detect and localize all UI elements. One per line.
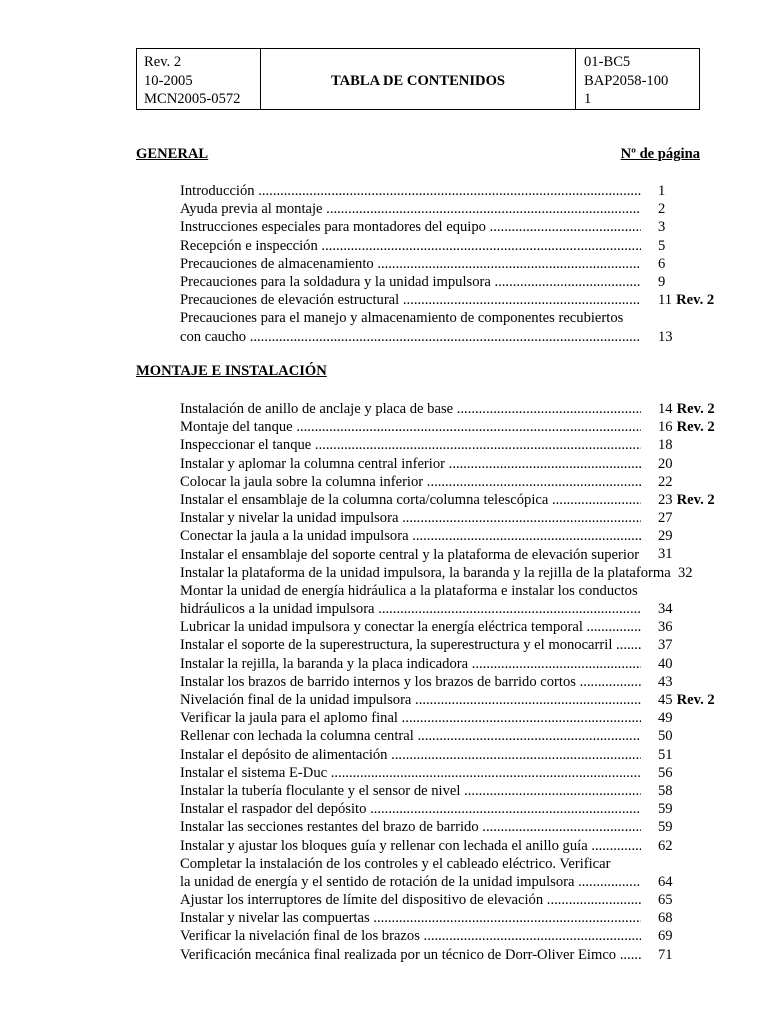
toc-entry-page (658, 545, 673, 563)
toc-entry-title (180, 564, 671, 582)
toc-entry-page (658, 273, 665, 291)
toc-entry-title-text: Instrucciones especiales para montadores del equipo ..... (180, 218, 641, 236)
header-box (136, 48, 700, 110)
toc-entry-title (180, 418, 641, 436)
toc-entry-title (180, 909, 641, 927)
toc-entry-title-text: Instalar el soporte de la superestructura, la superestructura y el monocarril ..... (180, 636, 641, 654)
toc-entry (180, 436, 720, 454)
toc-entry-page-number: 49 (658, 710, 673, 727)
toc-entry (180, 273, 720, 291)
revision-marker: Rev. 2 (676, 491, 715, 508)
toc-entry-page (658, 237, 665, 255)
toc-entry-title (180, 273, 641, 291)
toc-entry-title-text: Instalar y ajustar los bloques guía y rellenar con lechada el anillo guía ..... (180, 837, 641, 855)
toc-entry-title (180, 473, 641, 491)
toc-entry-page-number: 51 (658, 746, 673, 763)
toc-entry (180, 800, 720, 818)
toc-entry-title-text: Instalar el ensamblaje del soporte central y la plataforma de elevación superior (180, 546, 640, 563)
toc-entry-title-text: Recepción e inspección ..... (180, 237, 641, 255)
toc-entry-page-number: 32 (678, 564, 693, 581)
toc-entry-title (180, 655, 641, 673)
toc-entry-title-text: Instalar el ensamblaje de la columna corta/columna telescópica ..... (180, 491, 641, 509)
toc-entry-page (658, 873, 673, 891)
toc-entry-title (180, 309, 641, 345)
toc-entry-title (180, 546, 641, 564)
header-date: 10-2005 (144, 72, 193, 89)
toc-entry-page (658, 782, 673, 800)
toc-entry-page (658, 909, 673, 927)
toc-entry-title (180, 764, 641, 782)
toc-entry-page (658, 473, 673, 491)
toc-entry-title (180, 746, 641, 764)
toc-entry-page (678, 564, 693, 582)
toc-entry-page-number: 40 (658, 655, 673, 672)
toc-entry-page-number: 50 (658, 728, 673, 745)
toc-entry-page-number: 45 (658, 692, 673, 708)
header-doc-sheet: 1 (584, 91, 592, 107)
toc-entry-title-text: Instalar el raspador del depósito ..... (180, 800, 641, 818)
toc-entry (180, 291, 720, 309)
toc-montaje (180, 400, 720, 964)
toc-entry (180, 764, 720, 782)
toc-entry-page-number: 2 (658, 201, 666, 218)
toc-entry (180, 400, 720, 418)
toc-entry-page-number: 5 (658, 237, 666, 254)
toc-entry-page (658, 455, 673, 473)
toc-entry (180, 455, 720, 473)
toc-entry-page (658, 709, 673, 727)
toc-entry (180, 837, 720, 855)
header-doc-number: BAP2058-100 (584, 72, 669, 89)
toc-entry-page-number: 23 (658, 491, 673, 508)
toc-entry-page-number: 9 (658, 273, 666, 290)
toc-entry (180, 946, 720, 964)
toc-entry-title-text: Inspeccionar el tanque ..... (180, 436, 641, 454)
revision-marker: Rev. 2 (676, 400, 715, 417)
toc-entry-page (658, 418, 715, 436)
toc-entry (180, 182, 720, 200)
toc-entry-title-text: Verificar la jaula para el aplomo final ..... (180, 709, 641, 727)
toc-entry-page (658, 837, 673, 855)
toc-entry-title (180, 237, 641, 255)
toc-entry-page (658, 527, 673, 545)
toc-entry-title (180, 436, 641, 454)
toc-entry (180, 709, 720, 727)
toc-general (180, 182, 720, 346)
toc-entry-title (180, 946, 641, 964)
toc-entry-page-number: 34 (658, 601, 673, 618)
toc-entry-title-text: Precauciones de almacenamiento ..... (180, 255, 641, 273)
toc-entry-page-number: 14 (658, 400, 673, 417)
toc-entry-page-number: 36 (658, 619, 673, 636)
toc-entry-title-text: Rellenar con lechada la columna central ..... (180, 727, 641, 745)
toc-entry-page (658, 691, 715, 709)
toc-entry-page (658, 218, 665, 236)
toc-entry (180, 927, 720, 945)
toc-entry-title-text: Precauciones para la soldadura y la unidad impulsora ..... (180, 273, 641, 291)
toc-entry-page (658, 764, 673, 782)
toc-entry-title (180, 891, 641, 909)
toc-entry-page (658, 182, 665, 200)
toc-entry-title-text: Montaje del tanque ..... (180, 418, 641, 436)
header-change-number: MCN2005-0572 (144, 91, 241, 107)
toc-entry (180, 909, 720, 927)
toc-entry (180, 855, 720, 891)
toc-entry (180, 546, 720, 564)
toc-entry-page-number: 69 (658, 928, 673, 945)
revision-marker: Rev. 2 (676, 692, 715, 708)
toc-entry-title (180, 800, 641, 818)
toc-entry-title-text: Colocar la jaula sobre la columna inferior ..... (180, 473, 641, 491)
toc-entry (180, 782, 720, 800)
toc-entry-page (658, 673, 673, 691)
toc-entry-title-text: Instalar el depósito de alimentación ..... (180, 746, 641, 764)
toc-entry-page-number: 16 (658, 419, 673, 436)
toc-entry-page-number: 13 (658, 328, 673, 345)
toc-entry-title (180, 855, 641, 891)
toc-entry-page (658, 618, 673, 636)
toc-entry-page-number: 3 (658, 219, 666, 236)
toc-entry-title (180, 455, 641, 473)
toc-entry (180, 218, 720, 236)
toc-entry (180, 509, 720, 527)
toc-entry-title (180, 691, 641, 709)
toc-entry-page (658, 746, 673, 764)
toc-entry (180, 818, 720, 836)
toc-entry-page-number: 27 (658, 510, 673, 527)
toc-entry-title (180, 582, 641, 618)
toc-entry-title (180, 727, 641, 745)
header-document-cell (576, 49, 699, 109)
toc-entry-title (180, 509, 641, 527)
toc-entry-page (658, 636, 673, 654)
toc-entry (180, 491, 720, 509)
toc-entry (180, 564, 720, 582)
toc-entry (180, 418, 720, 436)
toc-entry-title-text: Instalar el sistema E-Duc ..... (180, 764, 641, 782)
toc-entry-page-number: 6 (658, 255, 666, 272)
toc-entry-title (180, 618, 641, 636)
toc-entry (180, 309, 720, 345)
toc-entry-title (180, 837, 641, 855)
toc-entry-page-number: 11 (658, 292, 673, 309)
toc-entry-title-text: Conectar la jaula a la unidad impulsora ..... (180, 527, 641, 545)
section-heading-montaje: MONTAJE E INSTALACIÓN (136, 363, 327, 379)
toc-entry-page-number: 59 (658, 819, 673, 836)
toc-entry-title-line: Completar la instalación de los controles y el cableado eléctrico. Verificar (180, 855, 611, 872)
toc-entry-title (180, 709, 641, 727)
toc-entry-page-number: 37 (658, 637, 673, 654)
toc-entry-title (180, 782, 641, 800)
toc-entry-title-text: Lubricar la unidad impulsora y conectar la energía eléctrica temporal ..... (180, 618, 641, 636)
toc-entry-page-number: 62 (658, 837, 673, 854)
toc-entry-title-text: Verificación mecánica final realizada por un técnico de Dorr-Oliver Eimco ..... (180, 946, 641, 964)
toc-entry-title (180, 200, 641, 218)
toc-entry-page (658, 400, 715, 418)
toc-entry-title-text: con caucho ..... (180, 328, 641, 346)
toc-entry-page-number: 71 (658, 946, 673, 963)
toc-entry-page (658, 727, 673, 745)
revision-marker: Rev. 2 (676, 419, 715, 436)
toc-entry-page (658, 600, 673, 618)
toc-entry-page (658, 946, 673, 964)
toc-entry-page-number: 64 (658, 873, 673, 890)
toc-entry-title (180, 818, 641, 836)
toc-entry-title-text: Precauciones de elevación estructural ..... (180, 291, 641, 309)
toc-entry-page (658, 291, 714, 309)
toc-entry-page-number: 20 (658, 455, 673, 472)
toc-entry-title-line: Precauciones para el manejo y almacenamiento de componentes recubiertos (180, 310, 624, 327)
toc-entry-title-text: Introducción ..... (180, 182, 641, 200)
toc-entry-page (658, 200, 665, 218)
toc-entry-title (180, 291, 641, 309)
toc-entry-page-number: 65 (658, 892, 673, 909)
toc-entry-page (658, 328, 673, 346)
toc-entry-title-text: Instalar la rejilla, la baranda y la placa indicadora ..... (180, 655, 641, 673)
toc-entry-page (658, 800, 673, 818)
header-doc-code: 01-BC5 (584, 54, 631, 70)
toc-entry-title (180, 636, 641, 654)
toc-entry (180, 200, 720, 218)
toc-entry-page (658, 255, 665, 273)
toc-entry-title-text: la unidad de energía y el sentido de rotación de la unidad impulsora ..... (180, 873, 641, 891)
toc-entry (180, 527, 720, 545)
toc-entry (180, 237, 720, 255)
toc-entry (180, 673, 720, 691)
toc-entry-page (658, 927, 673, 945)
toc-entry-page-number: 43 (658, 673, 673, 690)
toc-entry-page (658, 509, 673, 527)
toc-entry-title-text: Ajustar los interruptores de límite del dispositivo de elevación ..... (180, 891, 641, 909)
toc-entry-title (180, 255, 641, 273)
section-heading-general: GENERAL (136, 146, 209, 162)
toc-entry (180, 255, 720, 273)
toc-entry-page (658, 818, 673, 836)
toc-entry-page-number: 1 (658, 182, 666, 199)
toc-entry-title-text: Instalar y aplomar la columna central inferior ..... (180, 455, 641, 473)
toc-entry-page-number: 22 (658, 473, 673, 490)
header-title-cell (261, 49, 576, 109)
toc-entry (180, 891, 720, 909)
toc-entry-title-text: Nivelación final de la unidad impulsora ..... (180, 691, 641, 709)
revision-marker: Rev. 2 (676, 292, 715, 309)
toc-entry-page-number: 18 (658, 437, 673, 454)
toc-entry-title-text: Instalar las secciones restantes del brazo de barrido ..... (180, 818, 641, 836)
toc-entry-title (180, 400, 641, 418)
toc-entry-page-number: 31 (658, 546, 673, 563)
toc-entry-title (180, 491, 641, 509)
toc-entry-title-text: Instalar y nivelar las compuertas ..... (180, 909, 641, 927)
toc-entry-title-text: Verificar la nivelación final de los brazos ..... (180, 927, 641, 945)
toc-entry-title-text: Instalar los brazos de barrido internos y los brazos de barrido cortos ..... (180, 673, 641, 691)
toc-entry-title-text: Instalar la plataforma de la unidad impulsora, la baranda y la rejilla de la plataforma (180, 564, 671, 581)
toc-entry (180, 691, 720, 709)
toc-entry (180, 618, 720, 636)
toc-entry-title-text: Instalar y nivelar la unidad impulsora ..... (180, 509, 641, 527)
toc-entry (180, 727, 720, 745)
toc-entry-title-line: Montar la unidad de energía hidráulica a la plataforma e instalar los conductos (180, 582, 638, 599)
toc-entry-title-text: hidráulicos a la unidad impulsora ..... (180, 600, 641, 618)
toc-entry-page (658, 491, 715, 509)
toc-entry-page-number: 29 (658, 528, 673, 545)
page-number-column-label: Nº de página (620, 146, 700, 162)
toc-entry-page-number: 58 (658, 782, 673, 799)
toc-entry (180, 636, 720, 654)
toc-entry-page (658, 436, 673, 454)
toc-entry (180, 582, 720, 618)
toc-entry-title-text: Ayuda previa al montaje ..... (180, 200, 641, 218)
toc-entry-title-text: Instalación de anillo de anclaje y placa de base ..... (180, 400, 641, 418)
page-title: TABLA DE CONTENIDOS (330, 72, 506, 89)
toc-entry-title (180, 218, 641, 236)
toc-entry-page (658, 655, 673, 673)
toc-entry-page-number: 68 (658, 910, 673, 927)
toc-entry-title (180, 927, 641, 945)
toc-entry-page (658, 891, 673, 909)
toc-entry-title (180, 182, 641, 200)
toc-entry (180, 655, 720, 673)
toc-entry-page-number: 59 (658, 801, 673, 818)
header-revision-cell (137, 49, 261, 109)
toc-entry (180, 746, 720, 764)
header-revision: Rev. 2 (144, 54, 182, 70)
toc-entry-title (180, 673, 641, 691)
toc-entry-title-text: Instalar la tubería floculante y el sensor de nivel ..... (180, 782, 641, 800)
toc-entry (180, 473, 720, 491)
toc-entry-page-number: 56 (658, 764, 673, 781)
toc-entry-title (180, 527, 641, 545)
